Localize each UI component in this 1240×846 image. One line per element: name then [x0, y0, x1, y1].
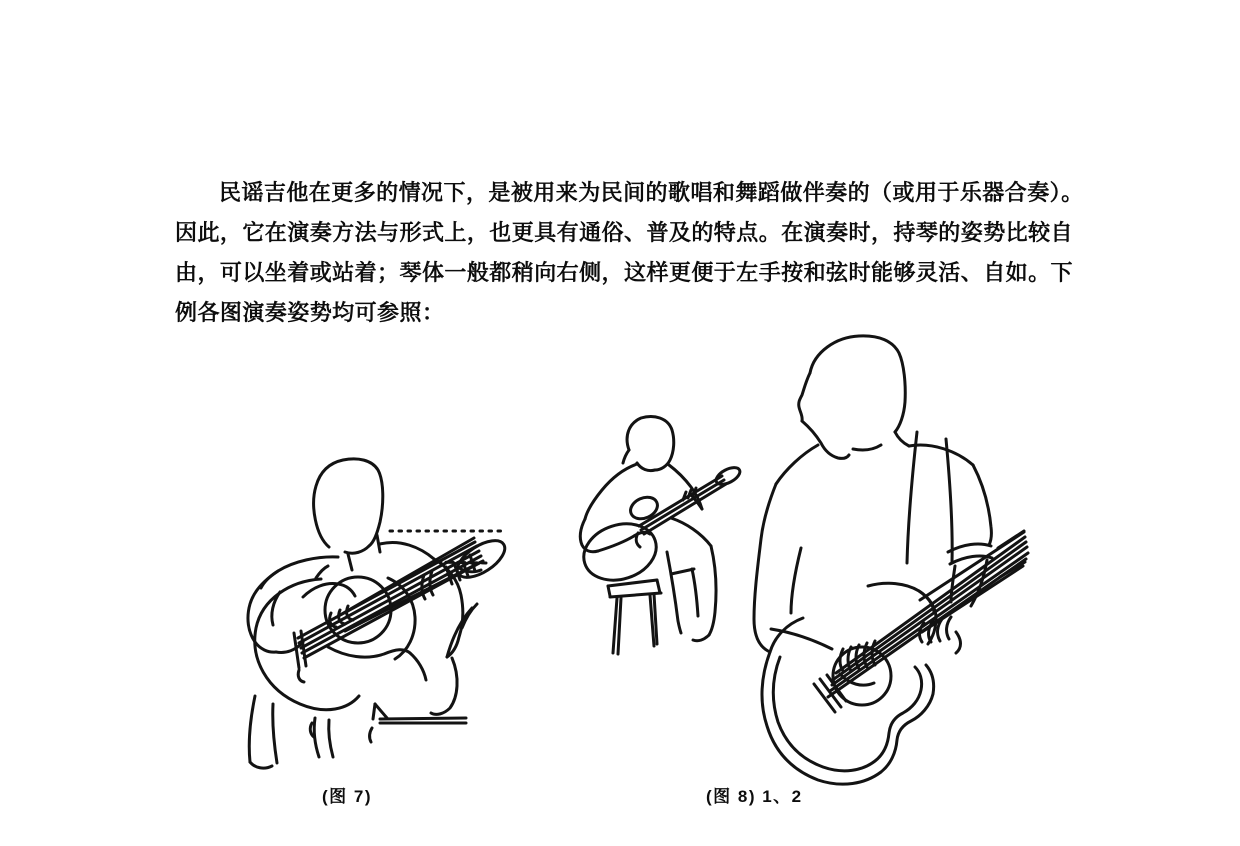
guitarist-legs — [249, 696, 333, 768]
figure-7-drawing-seated-guitarist — [228, 432, 513, 787]
stool-guitarist-head — [623, 417, 674, 471]
text-line-1: 民谣吉他在更多的情况下，是被用来为民间的歌唱和舞蹈做伴奏的（或用于乐器合奏）。 — [219, 180, 1084, 205]
stool-guitar — [576, 464, 742, 589]
figure-8-caption: (图 8) 1、2 — [706, 787, 803, 806]
stool — [608, 580, 661, 654]
dotted-guide-lines — [390, 531, 507, 563]
bench-line-and-arrow — [370, 704, 466, 742]
guitar-strap — [907, 432, 952, 563]
text-line-2: 因此，它在演奏方法与形式上，也更具有通俗、普及的特点。在演奏时，持琴的姿势比较自 — [175, 220, 1074, 245]
stool-guitarist-legs — [667, 518, 716, 641]
standing-guitarist-shoulders — [776, 445, 973, 484]
figure-8-drawing-standing-guitarist — [740, 332, 1040, 792]
guitarist-shoulders — [261, 542, 434, 588]
figure-7-caption: (图 7) — [322, 787, 372, 806]
text-line-4: 例各图演奏姿势均可参照： — [175, 300, 445, 325]
standing-left-arm-strumming — [754, 484, 875, 685]
standing-guitarist-head — [799, 336, 909, 458]
text-line-3: 由，可以坐着或站着；琴体一般都稍向右侧，这样更便于左手按和弦时能够灵活、自如。下 — [175, 260, 1074, 285]
guitarist-head — [314, 459, 383, 570]
body-text — [175, 173, 1084, 333]
figure-8-drawing-guitarist-on-stool — [575, 405, 750, 695]
stool-guitarist-torso-arms — [580, 464, 702, 552]
